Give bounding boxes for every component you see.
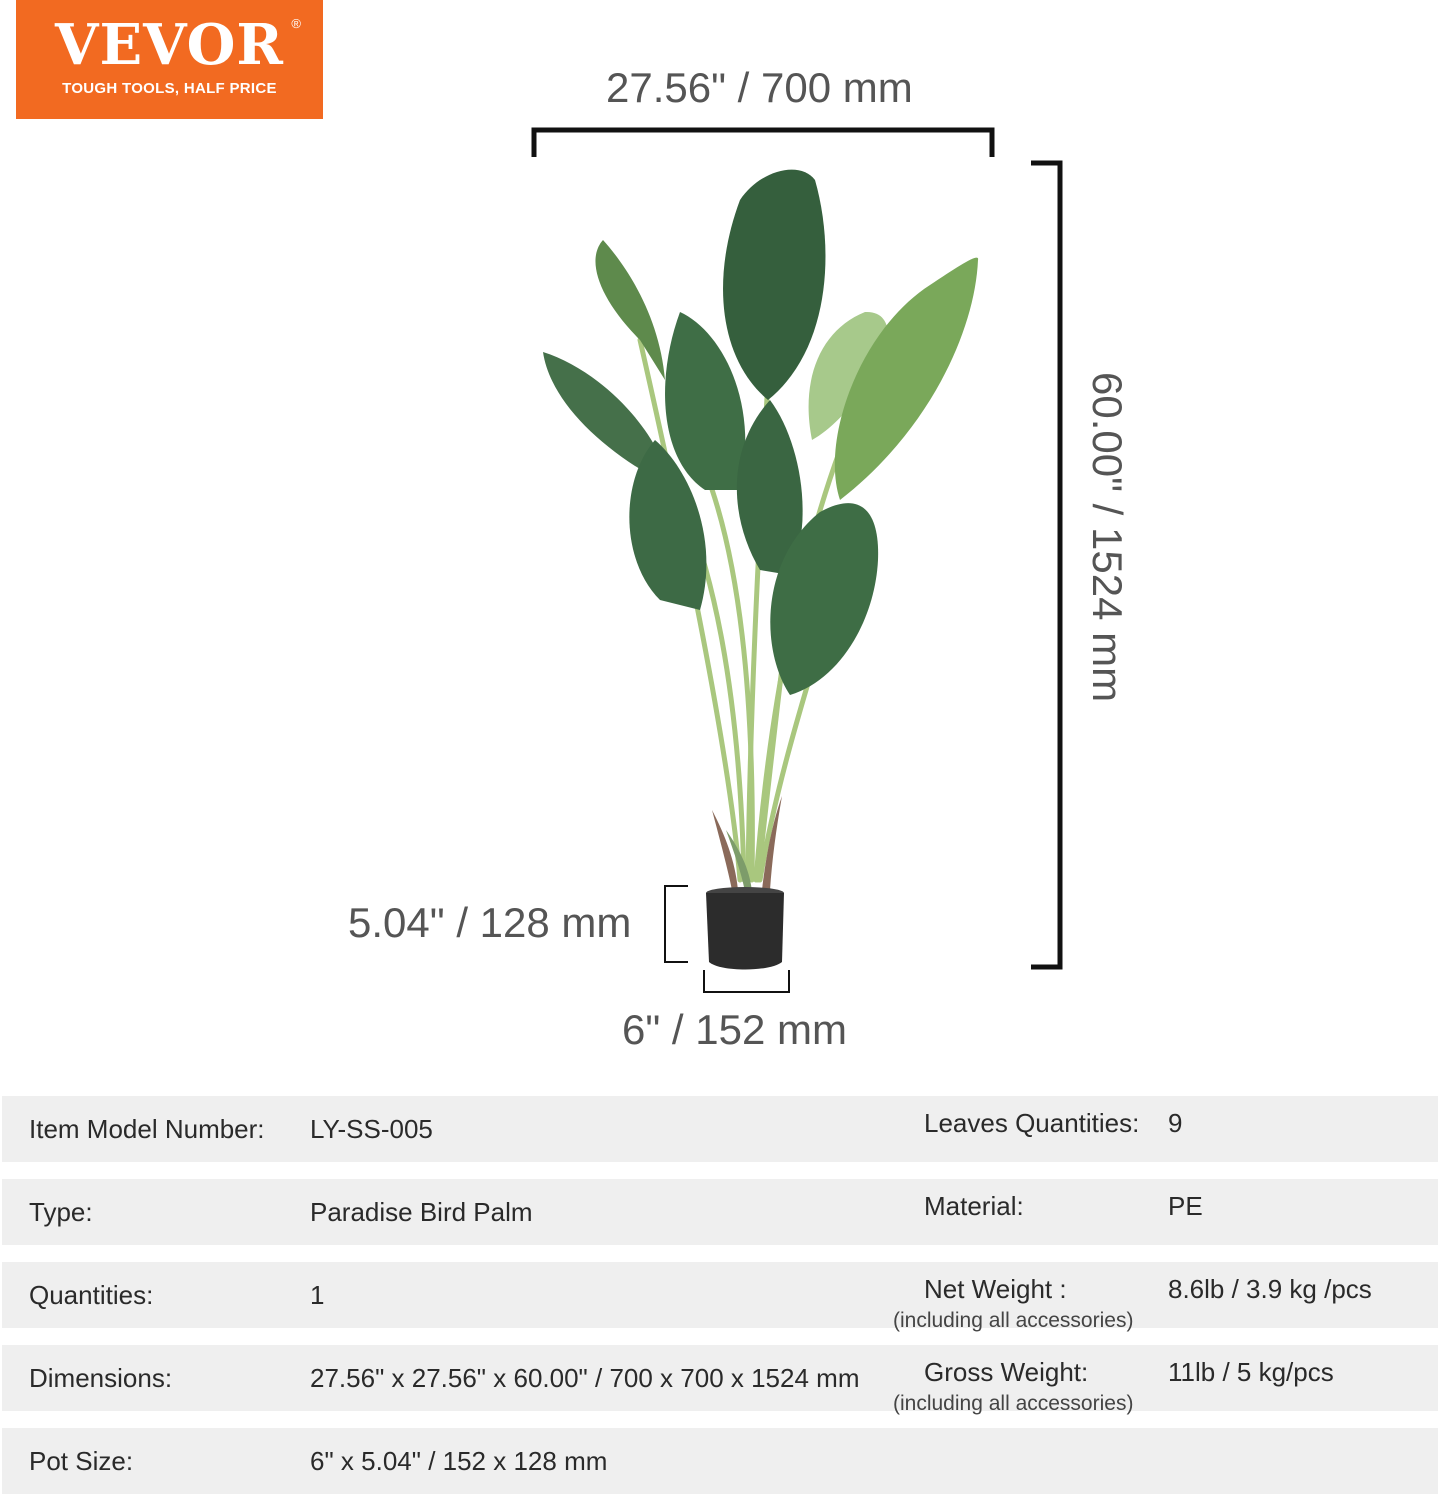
spec-label: Quantities: bbox=[29, 1280, 154, 1310]
registered-mark: ® bbox=[291, 16, 301, 31]
spec-value: 11lb / 5 kg/pcs bbox=[1168, 1357, 1334, 1387]
spec-value: 27.56" x 27.56" x 60.00" / 700 x 700 x 1524 mm bbox=[310, 1363, 860, 1393]
spec-value: 1 bbox=[310, 1280, 325, 1310]
leaf bbox=[595, 240, 665, 380]
spec-label: Dimensions: bbox=[29, 1363, 173, 1393]
plant-leaves bbox=[543, 170, 978, 695]
pot-width-bracket bbox=[704, 970, 789, 992]
spec-value: 6" x 5.04" / 152 x 128 mm bbox=[310, 1446, 608, 1476]
leaf bbox=[835, 258, 978, 500]
spec-value: LY-SS-005 bbox=[310, 1114, 433, 1144]
spec-row bbox=[2, 1179, 1438, 1245]
pot bbox=[706, 887, 784, 970]
spec-row bbox=[2, 1428, 1438, 1494]
pot-height-dimension-label: 5.04" / 128 mm bbox=[348, 899, 632, 946]
pot-width-dimension-label: 6" / 152 mm bbox=[622, 1006, 847, 1053]
spec-label: Item Model Number: bbox=[29, 1114, 265, 1144]
height-dimension-label: 60.00" / 1524 mm bbox=[1084, 372, 1131, 703]
spec-note: (including all accessories) bbox=[893, 1309, 1134, 1332]
width-bracket bbox=[534, 130, 992, 157]
spec-row bbox=[2, 1345, 1438, 1415]
spec-row bbox=[2, 1262, 1438, 1332]
pot-height-bracket bbox=[665, 886, 688, 962]
logo-wordmark: VEVOR bbox=[55, 12, 284, 78]
spec-value: 9 bbox=[1168, 1108, 1183, 1138]
width-dimension-label: 27.56" / 700 mm bbox=[606, 64, 913, 111]
spec-value: 8.6lb / 3.9 kg /pcs bbox=[1168, 1274, 1372, 1304]
spec-label: Material: bbox=[924, 1191, 1024, 1221]
spec-row bbox=[2, 1096, 1438, 1162]
spec-label: Leaves Quantities: bbox=[924, 1108, 1140, 1138]
spec-note: (including all accessories) bbox=[893, 1392, 1134, 1415]
spec-label: Gross Weight: bbox=[924, 1357, 1089, 1387]
spec-label: Net Weight : bbox=[924, 1274, 1067, 1304]
spec-label: Type: bbox=[29, 1197, 93, 1227]
height-bracket bbox=[1031, 163, 1060, 967]
logo-tagline: TOUGH TOOLS, HALF PRICE bbox=[62, 80, 277, 97]
spec-value: Paradise Bird Palm bbox=[310, 1197, 533, 1227]
spec-value: PE bbox=[1168, 1191, 1203, 1221]
leaf bbox=[723, 170, 825, 400]
spec-label: Pot Size: bbox=[29, 1446, 134, 1476]
